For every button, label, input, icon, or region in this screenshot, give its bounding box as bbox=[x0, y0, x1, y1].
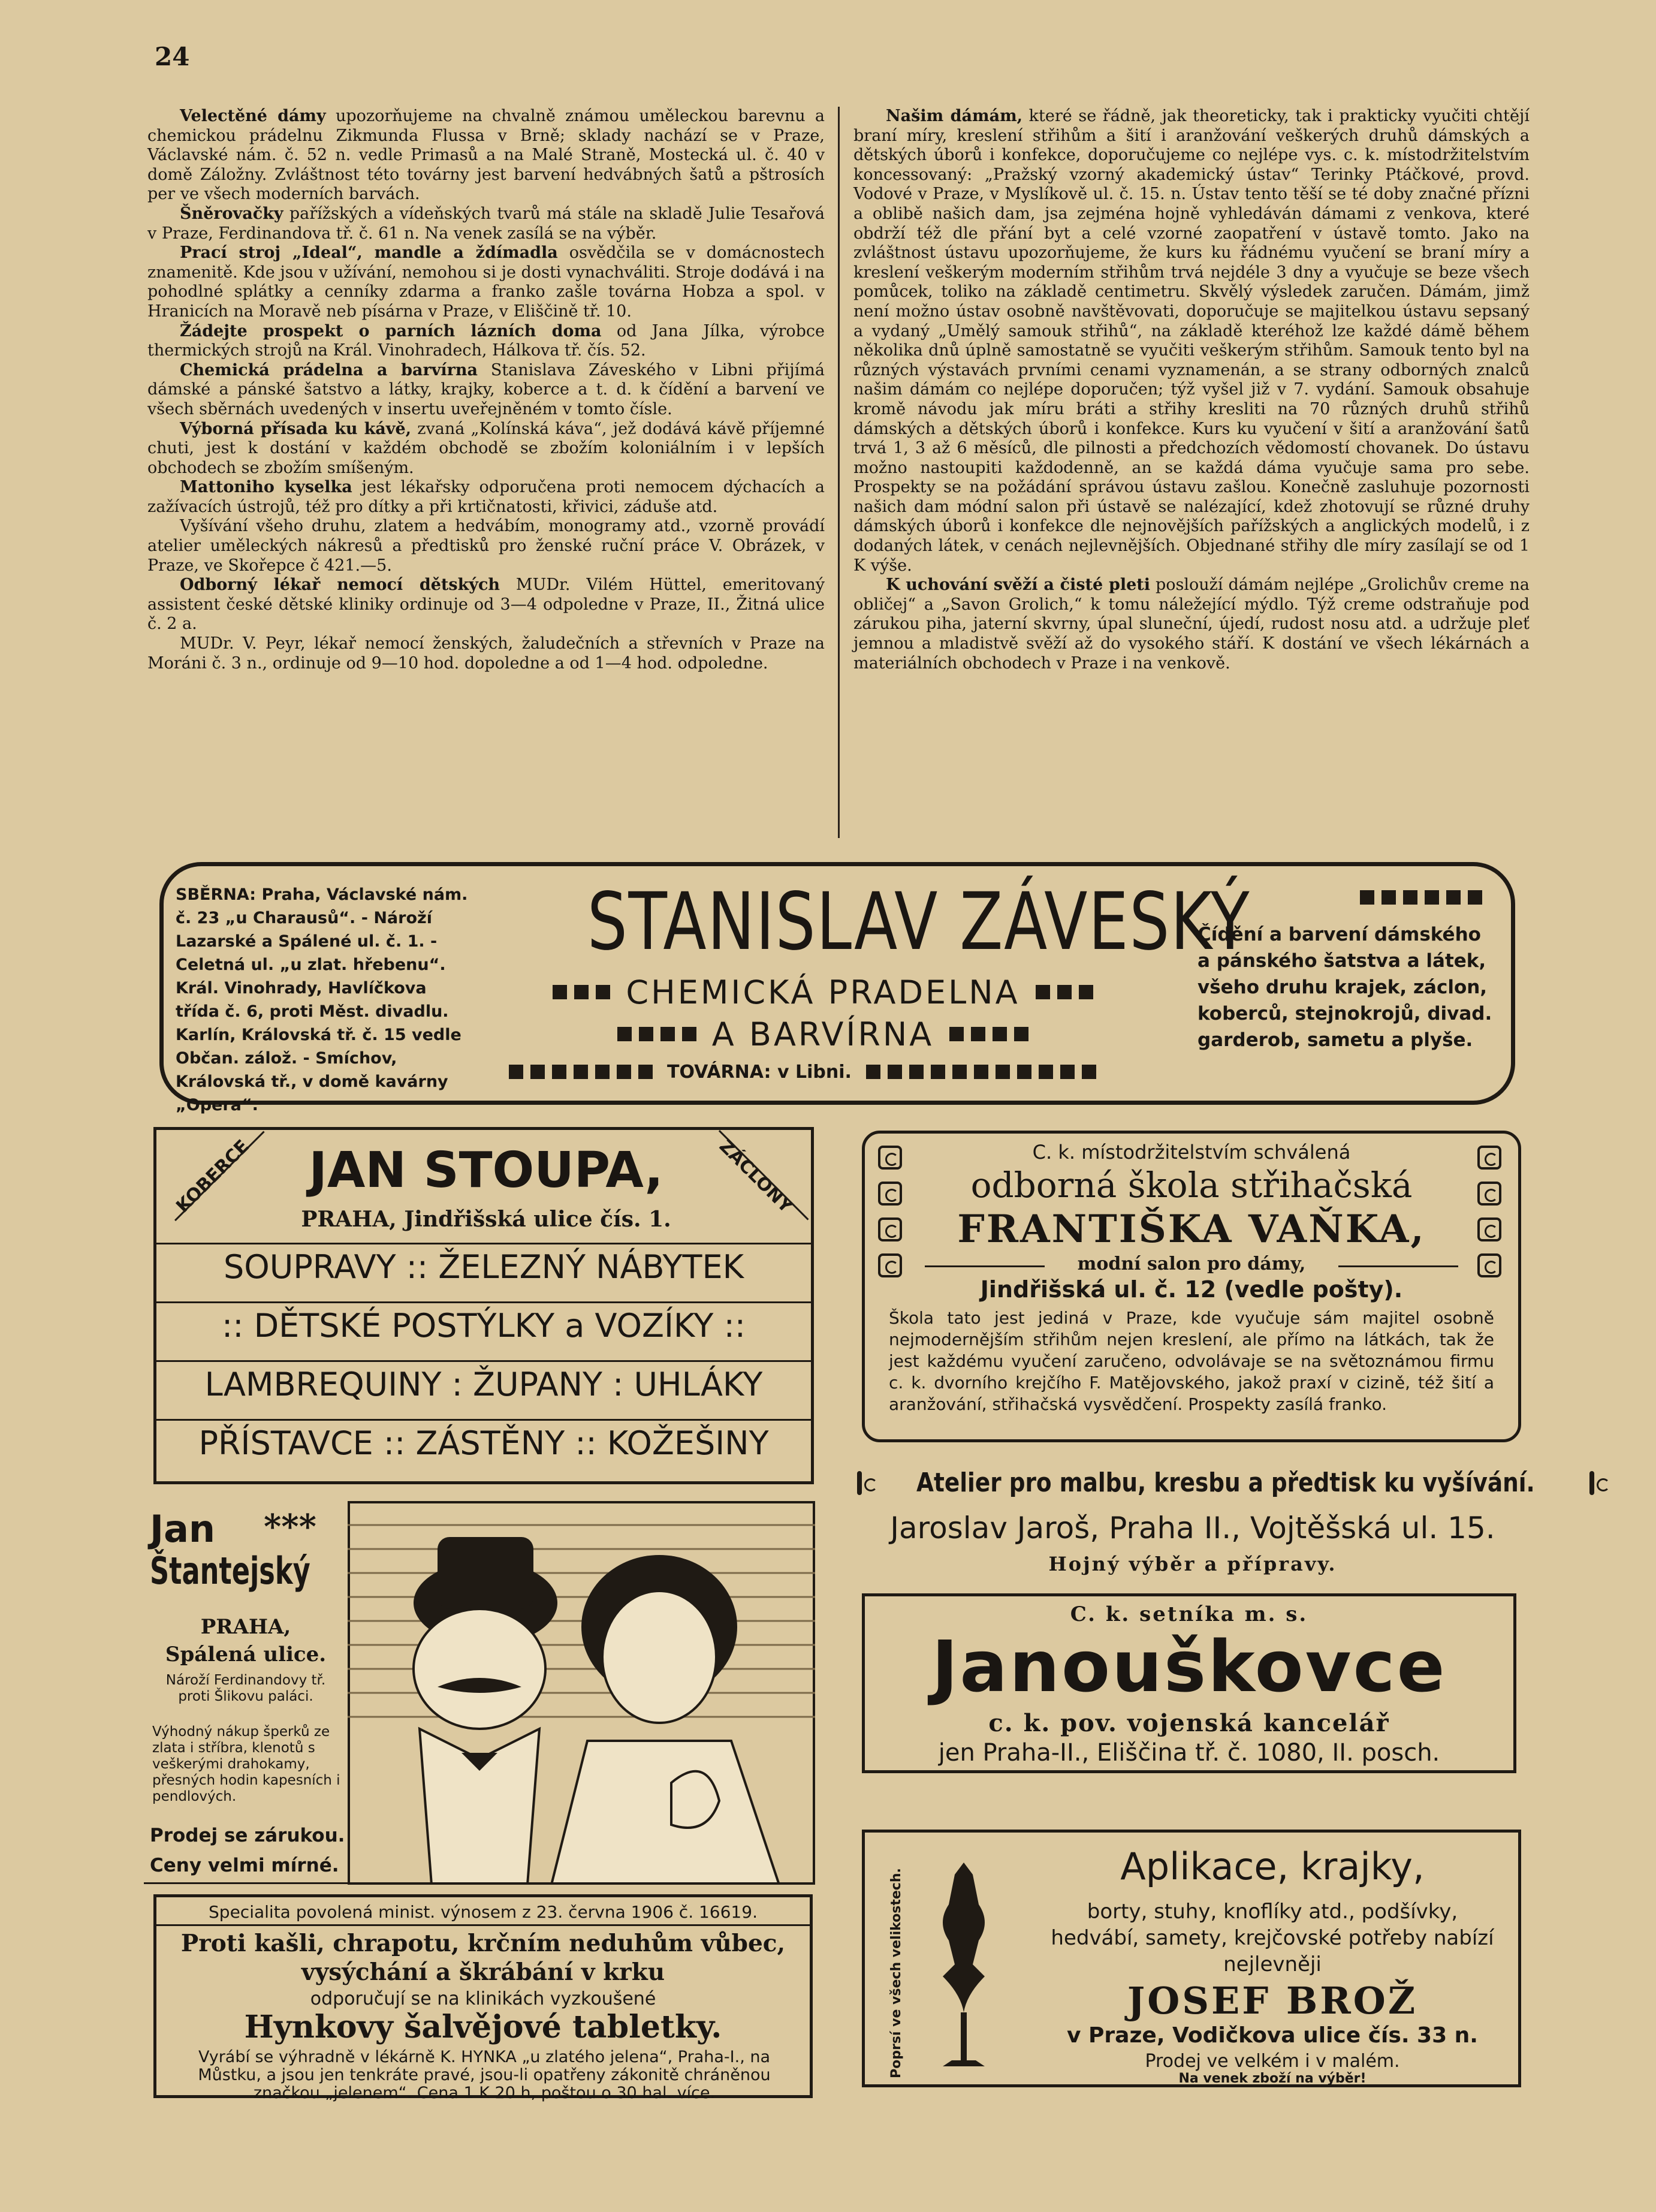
ad-vanek bbox=[862, 1131, 1521, 1442]
stantejsky-guarantee: Prodej se zárukou. bbox=[150, 1825, 345, 1846]
square-icon bbox=[1381, 890, 1396, 905]
ad-janouskovec bbox=[862, 1593, 1516, 1773]
broz-name: JOSEF BROŽ bbox=[1127, 1979, 1418, 2023]
square-icon bbox=[552, 1065, 566, 1079]
square-icon bbox=[1425, 890, 1439, 905]
spiral-icon bbox=[878, 1146, 902, 1170]
stantejsky-corner: Nároží Ferdinandovy tř. proti Šlikovu paláci. bbox=[165, 1672, 326, 1704]
square-icon bbox=[1446, 890, 1461, 905]
ad-line: Lazarské a Spálené ul. č. 1. - bbox=[176, 932, 438, 951]
column-divider bbox=[838, 107, 840, 838]
square-icon bbox=[574, 1065, 588, 1079]
square-icon bbox=[949, 1027, 964, 1041]
broz-side-text: Poprsí ve všech velikostech. bbox=[889, 1868, 904, 2078]
stantejsky-illustration bbox=[348, 1501, 815, 1885]
article-text: MUDr. V. Peyr, lékař nemocí ženských, žaludečních a střevních v Praze na Moráni č. 3 n., ordinuje od 9—10 hod. dopoledne a od 1—4 hod. odpoledne. bbox=[147, 634, 825, 673]
hynek-name: Hynkovy šalvějové tabletky. bbox=[244, 2009, 722, 2045]
jaros-address: Jaroslav Jaroš, Praha II., Vojtěšská ul. 15. bbox=[890, 1511, 1495, 1545]
broz-sale: Prodej ve velkém i v malém. bbox=[1145, 2051, 1400, 2072]
square-icon bbox=[931, 1065, 945, 1079]
broz-address: v Praze, Vodičkova ulice čís. 33 n. bbox=[1067, 2023, 1478, 2048]
zavesky-name: STANISLAV ZÁVESKÝ bbox=[587, 876, 1251, 968]
janouskovec-captain: C. k. setníka m. s. bbox=[1070, 1602, 1308, 1626]
square-icon bbox=[1403, 890, 1417, 905]
stoupa-row-3: LAMBREQUINY : ŽUPANY : UHLÁKY bbox=[156, 1360, 811, 1403]
stoupa-row-2: :: DĚTSKÉ POSTÝLKY a VOZÍKY :: bbox=[156, 1301, 811, 1345]
article-lead: K uchování svěží a čisté pleti bbox=[886, 575, 1151, 595]
ad-line: koberců, stejnokrojů, divad. bbox=[1197, 1003, 1492, 1024]
article-lead: Žádejte prospekt o parních lázních doma bbox=[180, 321, 602, 340]
spiral-icon bbox=[1589, 1471, 1594, 1495]
square-icon bbox=[1360, 890, 1374, 905]
janouskovec-address: jen Praha-II., Eliščina tř. č. 1080, II. posch. bbox=[938, 1739, 1440, 1767]
left-text-column bbox=[147, 107, 825, 673]
stantejsky-city: PRAHA, bbox=[200, 1615, 291, 1639]
right-text-column bbox=[853, 107, 1530, 673]
article-paragraph bbox=[147, 634, 825, 673]
janouskovec-office: c. k. pov. vojenská kancelář bbox=[988, 1709, 1390, 1737]
stantejsky-first: Jan bbox=[150, 1507, 216, 1551]
article-lead: Chemická prádelna a barvírna bbox=[180, 360, 478, 379]
square-icon bbox=[617, 1027, 632, 1041]
article-paragraph bbox=[853, 107, 1530, 575]
hynek-throat: vysýchání a škrábání v krku bbox=[301, 1958, 665, 1986]
ad-line: a pánského šatstva a látek, bbox=[1197, 950, 1486, 972]
jaros-title: Atelier pro malbu, kresbu a předtisk ku vyšívání. bbox=[916, 1467, 1535, 1498]
stoupa-corner-left: KOBERCE bbox=[172, 1135, 254, 1217]
vanek-spirals-left bbox=[878, 1146, 908, 1277]
square-icon bbox=[1039, 1065, 1053, 1079]
square-icon bbox=[638, 1065, 653, 1079]
jaros-selection: Hojný výběr a přípravy. bbox=[1048, 1553, 1337, 1575]
article-paragraph bbox=[147, 478, 825, 517]
square-icon bbox=[1036, 985, 1050, 999]
mannequin-icon bbox=[919, 1857, 1009, 2072]
article-lead: Našim dámám, bbox=[886, 107, 1023, 125]
ad-line: třída č. 6, proti Měst. divadlu. bbox=[176, 1002, 449, 1021]
vanek-spirals-right bbox=[1477, 1146, 1507, 1277]
zavesky-subtitle-dyehouse: A BARVÍRNA bbox=[711, 1015, 934, 1053]
article-paragraph bbox=[147, 575, 825, 634]
zavesky-collection-points bbox=[176, 883, 487, 1117]
article-paragraph bbox=[147, 361, 825, 420]
spiral-icon bbox=[857, 1471, 862, 1495]
zavesky-sub1-row bbox=[505, 974, 1141, 1010]
article-lead: Mattoniho kyselka bbox=[180, 478, 352, 497]
article-text: Vyšívání všeho druhu, zlatem a hedvábím, monogramy atd., vzorně provádí atelier uměleckých nákresů a předtisků pro ženské ruční práce V. Obrázek, v Praze, ve Skořepce č 421.—5. bbox=[147, 517, 825, 575]
stantejsky-last: Štantejský bbox=[150, 1549, 310, 1593]
stoupa-row-4: PŘÍSTAVCE :: ZÁSTĚNY :: KOŽEŠINY bbox=[156, 1419, 811, 1462]
spiral-icon bbox=[1477, 1146, 1501, 1170]
stoupa-name: JAN STOUPA, bbox=[309, 1142, 663, 1199]
vanek-body: Škola tato jest jediná v Praze, kde vyučuje sám majitel osobně nejmodernějším střihům nejen kreslení, ale přímo na látkách, tak že jest každému vyučení zaručeno, odvolávaje se na světoznámou firmu c. k. dvorního krejčího F. Matějovského, jakož praxí v cizině, též šití a aranžování, střihačská vysvědčení. Prospekty zasílá franko. bbox=[889, 1308, 1494, 1414]
square-icon bbox=[682, 1027, 696, 1041]
ad-line: Celetná ul. „u zlat. hřebenu“. bbox=[176, 956, 446, 974]
spiral-icon bbox=[1477, 1253, 1501, 1277]
zavesky-factory: TOVÁRNA: v Libni. bbox=[667, 1061, 852, 1083]
square-icon bbox=[996, 1065, 1010, 1079]
ad-line: Král. Vinohrady, Havlíčkova bbox=[176, 979, 427, 997]
stantejsky-prices: Ceny velmi mírné. bbox=[150, 1855, 339, 1876]
article-text: poslouží dámám nejlépe „Grolichův creme na obličej“ a „Savon Grolich,“ k tomu náležející mýdlo. Týž creme odstraňuje pod zárukou piha, jaterní skvrny, úpal sluneční, újedí, rudost nosu atd. a udržuje pleť jemnou a mladistvě svěží až do vysokého stáří. K dostání ve všech lékárnách a materiálních obchodech v Praze i na venkově. bbox=[853, 575, 1530, 673]
square-icon bbox=[1014, 1027, 1028, 1041]
square-icon bbox=[660, 1027, 675, 1041]
square-icon bbox=[1057, 985, 1072, 999]
square-icon bbox=[596, 985, 610, 999]
woman-face bbox=[602, 1591, 716, 1723]
article-text: od Jana Jílka, výrobce thermických strojů na Král. Vinohradech, Hálkova tř. čís. 52. bbox=[147, 321, 825, 360]
hynek-against: Proti kašli, chrapotu, krčním neduhům vůbec, bbox=[180, 1930, 786, 1957]
spiral-icon bbox=[878, 1253, 902, 1277]
hynek-permit: Specialita povolená minist. výnosem z 23. června 1906 č. 16619. bbox=[156, 1902, 810, 1926]
article-text: Stanislava Záveského v Libni přijímá dámské a pánské šatstvo a látky, krajky, koberce a t. d. k čídění a barvení ve všech sběrnách uvedených v insertu uveřejněném v tomto čísle. bbox=[147, 360, 825, 418]
article-text: upozorňujeme na chvalně známou uměleckou barevnu a chemickou prádelnu Zikmunda Flussa v Brně; sklady nachází se v Praze, Václavské nám. č. 52 n. vedle Primasů a na Malé Straně, Mostecká ul. č. 40 v domě Záložny. Zvláštnost této továrny jest barvení hedvábných šatů a pštrosích per ve všech moderních barvách. bbox=[147, 107, 825, 204]
hynek-clinics: odporučují se na klinikách vyzkoušené bbox=[310, 1988, 656, 2009]
square-icon bbox=[993, 1027, 1007, 1041]
woman-dress bbox=[551, 1741, 779, 1885]
square-icon bbox=[1017, 1065, 1031, 1079]
square-icon bbox=[1468, 890, 1482, 905]
square-icon bbox=[574, 985, 589, 999]
ad-line: Občan. zálož. - Smíchov, Královská tř., v domě kavárny „Opera“. bbox=[176, 1049, 448, 1114]
jaros-title-row bbox=[857, 1467, 1535, 1498]
ad-jaros bbox=[857, 1461, 1535, 1587]
article-lead: Odborný lékař nemocí dětských bbox=[180, 575, 500, 595]
ad-stoupa bbox=[153, 1127, 814, 1484]
stoupa-diagonal-right bbox=[719, 1130, 809, 1220]
page-number: 24 bbox=[155, 42, 190, 71]
stantejsky-rule bbox=[144, 1882, 815, 1884]
article-paragraph bbox=[853, 575, 1530, 673]
square-icon bbox=[553, 985, 567, 999]
square-icon bbox=[509, 1065, 523, 1079]
square-icon bbox=[530, 1065, 545, 1079]
article-paragraph bbox=[147, 322, 825, 361]
ad-hynek bbox=[153, 1894, 813, 2102]
broz-mail: Na venek zboží na výběr! bbox=[1178, 2071, 1367, 2086]
vanek-name: FRANTIŠKA VAŇKA, bbox=[957, 1207, 1426, 1252]
stantejsky-street: Spálená ulice. bbox=[165, 1643, 327, 1666]
article-lead: Výborná přísada ku kávě, bbox=[180, 419, 412, 438]
man-face bbox=[414, 1609, 545, 1729]
zavesky-subtitle-laundry: CHEMICKÁ PRADELNA bbox=[626, 973, 1020, 1011]
stoupa-address: PRAHA, Jindřišská ulice čís. 1. bbox=[301, 1207, 671, 1232]
square-icon bbox=[866, 1065, 880, 1079]
square-icon bbox=[971, 1027, 985, 1041]
zavesky-top-squares bbox=[1356, 890, 1506, 905]
square-icon bbox=[909, 1065, 924, 1079]
stantejsky-stars: *** bbox=[264, 1507, 316, 1547]
ad-line: garderob, sametu a plyše. bbox=[1197, 1029, 1473, 1051]
article-paragraph bbox=[147, 517, 825, 575]
square-icon bbox=[974, 1065, 988, 1079]
article-lead: Velectěné dámy bbox=[180, 107, 326, 125]
ad-line: Karlín, Královská tř. č. 15 vedle bbox=[176, 1026, 461, 1044]
ad-line: všeho druhu krajek, záclon, bbox=[1197, 977, 1488, 998]
article-text: pařížských a vídeňských tvarů má stále na skladě Julie Tesařová v Praze, Ferdinandova tř. č. 61 n. Na venek zasílá se na výběr. bbox=[147, 204, 825, 243]
vanek-salon: modní salon pro dámy, bbox=[1045, 1253, 1338, 1274]
article-paragraph bbox=[147, 243, 825, 321]
ad-zavesky bbox=[159, 862, 1515, 1114]
article-text: osvědčila se v domácnostech znamenitě. Kde jsou v užívání, nemohou si je dosti vynachváliti. Stroje dodává i na pohodlné splátky a cenníky zdarma a franko zašle továrna Hobza a spol. v Hranicích na Moravě neb písárna v Praze, v Eliščině tř. 10. bbox=[147, 243, 825, 321]
square-icon bbox=[1060, 1065, 1075, 1079]
man-hat-crown bbox=[438, 1537, 533, 1609]
square-icon bbox=[952, 1065, 967, 1079]
ad-line: č. 23 „u Charausů“. - Nároží bbox=[176, 909, 432, 927]
article-text: zvaná „Kolínská káva“, jež dodává kávě příjemné chuti, jest k dostání v každém obchodě se zbožím koloniálním i v lepších obchodech se zbožím smíšeným. bbox=[147, 419, 825, 477]
article-paragraph bbox=[147, 107, 825, 204]
square-icon bbox=[595, 1065, 610, 1079]
man-collar bbox=[420, 1729, 539, 1885]
article-paragraph bbox=[147, 204, 825, 243]
article-lead: Šněrovačky bbox=[180, 204, 283, 223]
article-text: MUDr. Vilém Hüttel, emeritovaný assistent české dětské kliniky ordinuje od 3—4 odpoledne v Praze, II., Žitná ulice č. 2 a. bbox=[147, 575, 825, 634]
article-text: jest lékařsky odporučena proti nemocem dýchacích a zažívacích ústrojů, též pro dítky a při krtičnatosti, křivici, záduše atd. bbox=[147, 478, 825, 516]
square-icon bbox=[617, 1065, 631, 1079]
square-icon bbox=[639, 1027, 653, 1041]
spiral-icon bbox=[878, 1182, 902, 1206]
square-icon bbox=[1082, 1065, 1096, 1079]
zavesky-factory-row bbox=[505, 1057, 1344, 1087]
zavesky-services bbox=[1197, 921, 1509, 1053]
vanek-address: Jindřišská ul. č. 12 (vedle pošty). bbox=[980, 1276, 1403, 1303]
broz-goods: borty, stuhy, knoflíky atd., podšívky, hedvábí, samety, krejčovské potřeby nabízí nejlevněji bbox=[1051, 1900, 1494, 1976]
spiral-icon bbox=[1477, 1217, 1501, 1241]
square-icon bbox=[888, 1065, 902, 1079]
spiral-icon bbox=[1477, 1182, 1501, 1206]
hynek-body: Vyrábí se výhradně v lékárně K. HYNKA „u zlatého jelena“, Praha-I., na Můstku, a jsou jen tenkráte pravé, jsou-li opatřeny zákonitě chráněnou značkou „jelenem“. Cena 1 K 20 h, poštou o 30 hal. více. bbox=[198, 2048, 771, 2102]
vanek-school: odborná škola střihačská bbox=[970, 1165, 1413, 1206]
ad-line: SBĚRNA: Praha, Václavské nám. bbox=[176, 885, 468, 904]
article-lead: Prací stroj „Ideal“, mandle a ždímadla bbox=[180, 243, 558, 263]
ad-broz bbox=[862, 1830, 1521, 2087]
stantejsky-body: Výhodný nákup šperků ze zlata i stříbra, klenotů s veškerými drahokamy, přesných hodin kapesních i pendlových. bbox=[152, 1724, 340, 1804]
zavesky-sub2-row bbox=[505, 1016, 1141, 1052]
janouskovec-name: Janouškovce bbox=[931, 1625, 1447, 1708]
article-text: které se řádně, jak theoreticky, tak i prakticky vyučiti chtějí braní míry, kreslení střihům a šití i aranžování veškerých druhů dámských a dětských úborů i konfekce, doporučujeme co nejlépe vys. c. k. místodržitelstvím koncessovaný: „Pražský vzorný akademický ústav“ Terinky Ptáčkové, provd. Vodové v Praze, v Myslíkově ul. č. 15. n. Ústav tento těší se té doby značné přízni a oblibě našich dam, jsa zejména hojně vyhledáván dámami z venkova, které obdrží též dle přání byt a celé vzorné zaopatření v ústavě tomto. Jako na zvláštnost ústavu upozorňujeme, že kurs ku řádnému vyučení se braní míry a kreslení veškerým moderním střihům trvá nejdéle 3 dny a vyučuje se beze všech pomůcek, toliko na základě centimetru. Skvělý výsledek zaručen. Dámám, jimž není možno ústav osobně navštěvovati, doporučuje se majitelkou ústavu sepsaný a vydaný „Umělý samouk střihů“, na základě kteréhož lze každé dámě během několika dnů úplně samostatně se vyučiti veškerým střihům. Samouk tento byl na různých výstavách prvními cenami vyznamenán, a se strany odborných znalců našim dámám co nejlépe doporučen; týž vyšel již v 7. vydání. Samouk obsahuje kromě návodu jak míru bráti a střihy kresliti na 70 různých druhů střihů dámských a dětských úborů i konfekce. Kurs ku vyučení v šití a aranžování šatů trvá 1, 3 až 6 měsíců, dle pilnosti a předchozích vědomostí chovanek. Do ústavu možno nastoupiti každodenně, an se každá dáma vyučuje sama pro sebe. Prospekty se na požádání správou ústavu zašlou. Konečně zasluhuje pozornosti našich dam módní salon při ústavě se nalézající, kdež zhotovují se různé druhy dámských úborů i konfekce dle nejnovějších pařížských a anglických modelů, i z dodaných látek, v cenách nejlevnějších. Objednané střihy dle míry zasílají se od 1 K výše. bbox=[853, 107, 1530, 575]
broz-title: Aplikace, krajky, bbox=[1120, 1845, 1425, 1888]
vanek-approval: C. k. místodržitelstvím schválená bbox=[1032, 1141, 1351, 1164]
stoupa-row-1: SOUPRAVY :: ŽELEZNÝ NÁBYTEK bbox=[156, 1243, 811, 1286]
ad-stantejsky bbox=[144, 1501, 815, 1885]
stoupa-corner-right: ZÁCLONY bbox=[714, 1135, 797, 1217]
article-paragraph bbox=[147, 420, 825, 478]
spiral-icon bbox=[878, 1217, 902, 1241]
ad-line: Čídění a barvení dámského bbox=[1197, 924, 1481, 945]
square-icon bbox=[1079, 985, 1093, 999]
